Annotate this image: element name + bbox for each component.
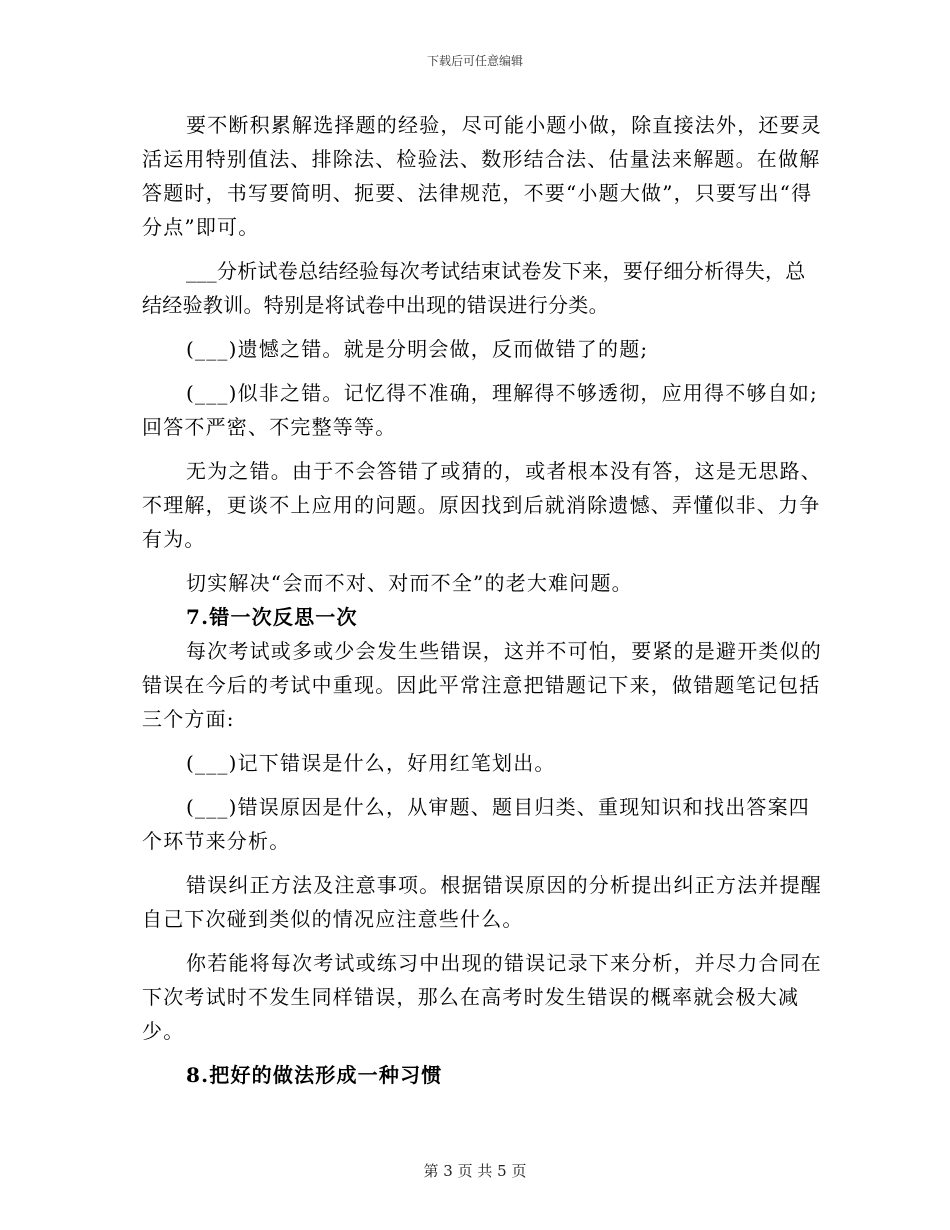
paragraph-regret-error: (___)遗憾之错。就是分明会做，反而做错了的题;: [186, 337, 649, 361]
document-body: [142, 108, 822, 1092]
spacer: [142, 444, 822, 454]
spacer: [142, 366, 822, 376]
spacer: [142, 1048, 822, 1058]
page-footer-indicator: 第 3 页 共 5 页: [423, 1162, 527, 1180]
spacer: [142, 858, 822, 868]
spacer: [142, 556, 822, 566]
paragraph-inaction-error: 无为之错。由于不会答错了或猜的，或者根本没有答，这是无思路、不理解，更谈不上应用的问题。原因找到后就消除遗憾、弄懂似非、力争有为。: [142, 459, 822, 551]
paragraph-record-error: (___)记下错误是什么，好用红笔划出。: [186, 751, 556, 775]
spacer: [142, 780, 822, 790]
spacer: [142, 244, 822, 254]
paragraph-error-notes: 每次考试或多或少会发生些错误，这并不可怕，要紧的是避开类似的错误在今后的考试中重现。因此平常注意把错题记下来，做错题笔记包括三个方面:: [142, 639, 822, 731]
paragraph-seeming-error: (___)似非之错。记忆得不准确，理解得不够透彻，应用得不够自如;回答不严密、不完整等等。: [142, 381, 818, 439]
paragraph-error-correction: 错误纠正方法及注意事项。根据错误原因的分析提出纠正方法并提醒自己下次碰到类似的情况应注意些什么。: [142, 873, 822, 931]
section-heading-7: 7.错一次反思一次: [186, 605, 358, 629]
page-header-note: 下载后可任意编辑: [426, 54, 523, 68]
spacer: [142, 936, 822, 946]
spacer: [142, 322, 822, 332]
spacer: [142, 736, 822, 746]
paragraph-choice-questions: 要不断积累解选择题的经验，尽可能小题小做，除直接法外，还要灵活运用特别值法、排除法、检验法、数形结合法、估量法来解题。在做解答题时，书写要简明、扼要、法律规范，不要“小题大做”，只要写出“得分点”即可。: [142, 113, 822, 239]
section-heading-8: 8.把好的做法形成一种习惯: [186, 1063, 443, 1087]
paragraph-analyze-exam: ___分析试卷总结经验每次考试结束试卷发下来，要仔细分析得失，总结经验教训。特别是将试卷中出现的错误进行分类。: [142, 259, 806, 317]
paragraph-error-reduction: 你若能将每次考试或练习中出现的错误记录下来分析，并尽力合同在下次考试时不发生同样错误，那么在高考时发生错误的概率就会极大减少。: [142, 951, 822, 1043]
paragraph-solve-problem: 切实解决“会而不对、对而不全”的老大难问题。: [186, 571, 633, 595]
paragraph-error-cause: (___)错误原因是什么，从审题、题目归类、重现知识和找出答案四个环节来分析。: [142, 795, 811, 853]
